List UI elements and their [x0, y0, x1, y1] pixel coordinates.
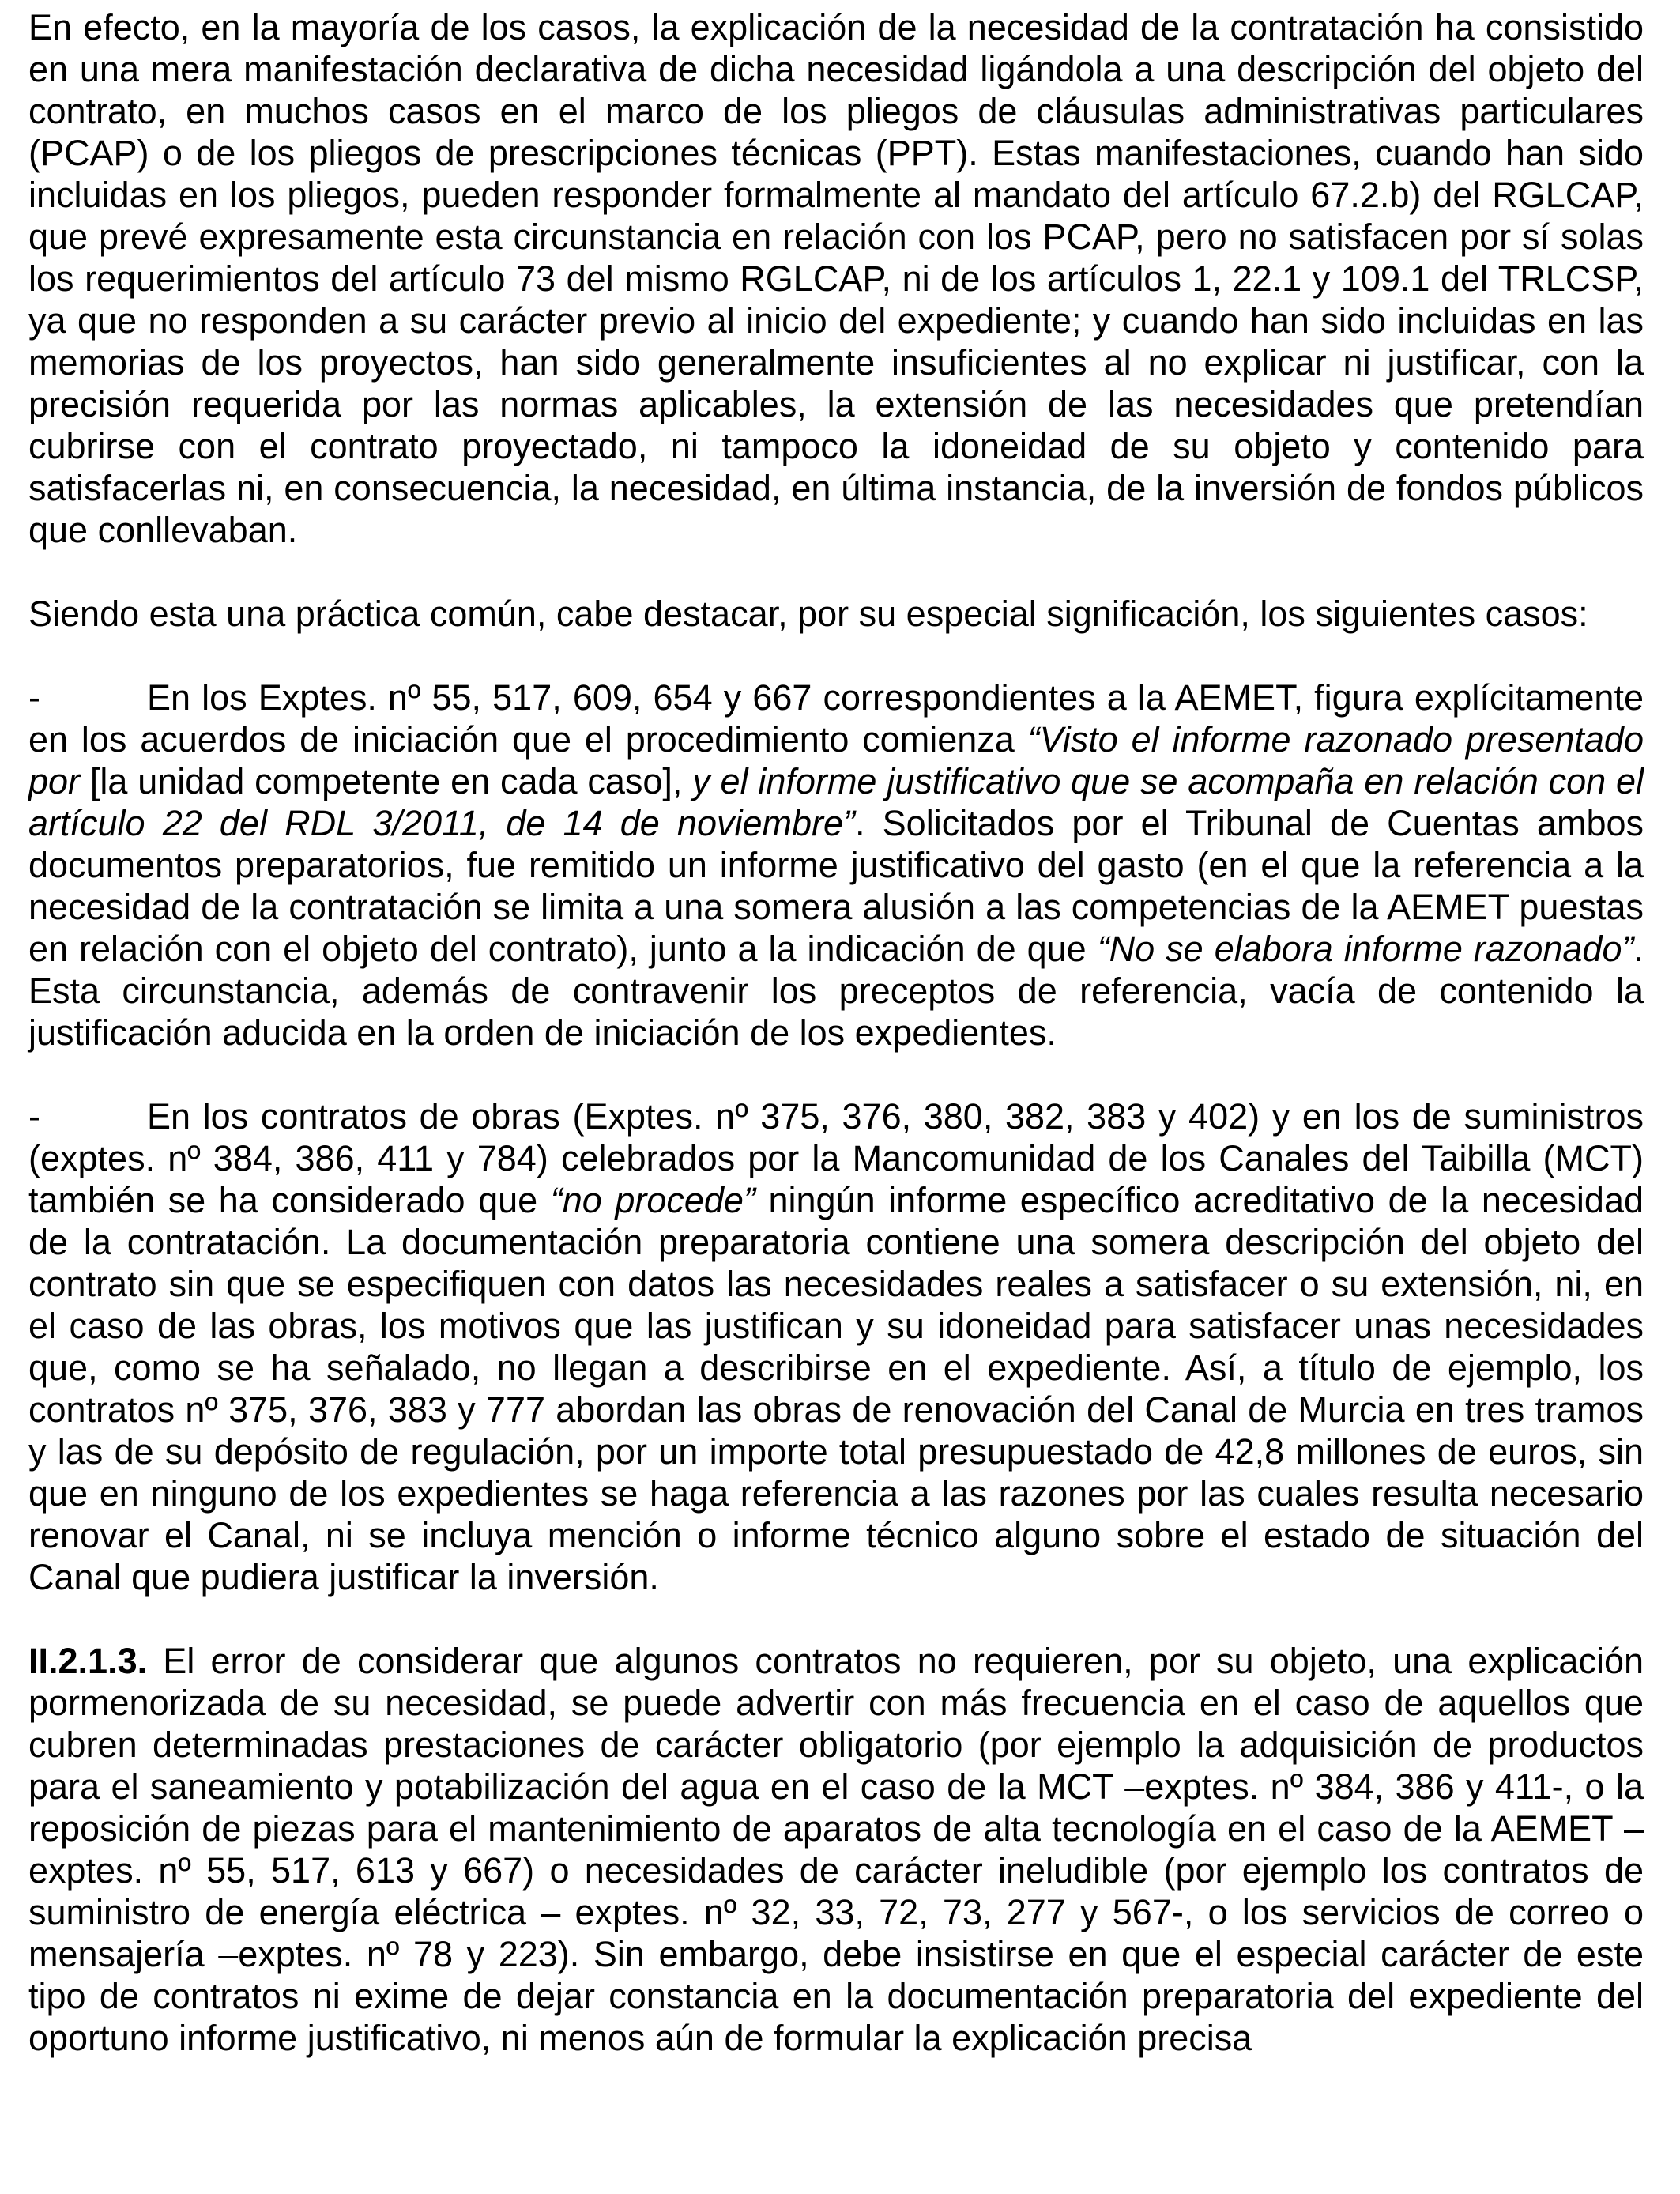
section-heading: II.2.1.3.	[28, 1641, 148, 1681]
italic-quote: “Visto el informe razonado presentado por	[28, 719, 1644, 801]
list-dash: -	[28, 1096, 40, 1137]
paragraph-necesidad-contratacion: En efecto, en la mayoría de los casos, la explicación de la necesidad de la contratación ha consistido en una mera manifestación declarativa de dicha necesidad ligándola a una descripción del objeto del contrato, en muchos casos en el marco de los pliegos de cláusulas administrativas particulares (PCAP) o de los pliegos de prescripciones técnicas (PPT). Estas manifestaciones, cuando han sido incluidas en los pliegos, pueden responder formalmente al mandato del artículo 67.2.b) del RGLCAP, que prevé expresamente esta circunstancia en relación con los PCAP, pero no satisfacen por sí solas los requerimientos del artículo 73 del mismo RGLCAP, ni de los artículos 1, 22.1 y 109.1 del TRLCSP, ya que no responden a su carácter previo al inicio del expediente; y cuando han sido incluidas en las memorias de los proyectos, han sido generalmente insuficientes al no explicar ni justificar, con la precisión requerida por las normas aplicables, la extensión de las necesidades que pretendían cubrirse con el contrato proyectado, ni tampoco la idoneidad de su objeto y contenido para satisfacerlas ni, en consecuencia, la necesidad, en última instancia, de la inversión de fondos públicos que conllevaban.	[28, 7, 1644, 550]
text-segment: En los Exptes. nº 55, 517, 609, 654 y 667 correspondientes a la AEMET, figura explícitamente en los acuerdos de iniciación que el procedimiento comienza	[28, 677, 1644, 760]
italic-quote: y el informe justificativo que se acompaña en relación con el artículo 22 del RDL 3/2011, de 14 de noviembre”	[28, 761, 1644, 843]
document-page	[28, 6, 1644, 2059]
italic-quote: “No se elabora informe razonado”	[1097, 929, 1634, 969]
paragraph-casos-intro: Siendo esta una práctica común, cabe destacar, por su especial significación, los siguientes casos:	[28, 594, 1588, 634]
text-segment: ningún informe específico acreditativo de la necesidad de la contratación. La documentación preparatoria contiene una somera descripción del objeto del contrato sin que se especifiquen con datos las necesidades reales a satisfacer o su extensión, ni, en el caso de las obras, los motivos que las justifican y su idoneidad para satisfacer unas necesidades que, como se ha señalado, no llegan a describirse en el expediente. Así, a título de ejemplo, los contratos nº 375, 376, 383 y 777 abordan las obras de renovación del Canal de Murcia en tres tramos y las de su depósito de regulación, por un importe total presupuestado de 42,8 millones de euros, sin que en ninguno de los expedientes se haga referencia a las razones por las cuales resulta necesario renovar el Canal, ni se incluya mención o informe técnico alguno sobre el estado de situación del Canal que pudiera justificar la inversión.	[28, 1180, 1644, 1597]
italic-quote: “no procede”	[550, 1180, 755, 1220]
text-segment: . Solicitados por el Tribunal de Cuentas ambos documentos preparatorios, fue remitido un informe justificativo del gasto (en el que la referencia a la necesidad de la contratación se limita a una somera alusión a las competencias de la AEMET puestas en relación con el objeto del contrato), junto a la indicación de que	[28, 803, 1644, 969]
list-item-aemet	[28, 677, 1644, 1054]
list-dash: -	[28, 677, 40, 718]
text-segment: [la unidad competente en cada caso],	[80, 761, 693, 801]
text-segment: . Esta circunstancia, además de contravenir los preceptos de referencia, vacía de contenido la justificación aducida en la orden de iniciación de los expedientes.	[28, 929, 1644, 1053]
text-segment: El error de considerar que algunos contratos no requieren, por su objeto, una explicación pormenorizada de su necesidad, se puede advertir con más frecuencia en el caso de aquellos que cubren determinadas prestaciones de carácter obligatorio (por ejemplo la adquisición de productos para el saneamiento y potabilización del agua en el caso de la MCT –exptes. nº 384, 386 y 411-, o la reposición de piezas para el mantenimiento de aparatos de alta tecnología en el caso de la AEMET –exptes. nº 55, 517, 613 y 667) o necesidades de carácter ineludible (por ejemplo los contratos de suministro de energía eléctrica – exptes. nº 32, 33, 72, 73, 277 y 567-, o los servicios de correo o mensajería –exptes. nº 78 y 223). Sin embargo, debe insistirse en que el especial carácter de este tipo de contratos ni exime de dejar constancia en la documentación preparatoria del expediente del oportuno informe justificativo, ni menos aún de formular la explicación precisa	[28, 1641, 1644, 2058]
list-item-mct	[28, 1095, 1644, 1598]
text-segment: En los contratos de obras (Exptes. nº 375, 376, 380, 382, 383 y 402) y en los de suministros (exptes. nº 384, 386, 411 y 784) celebrados por la Mancomunidad de los Canales del Taibilla (MCT) también se ha considerado que	[28, 1096, 1644, 1220]
section-paragraph-ii-2-1-3	[28, 1640, 1644, 2059]
